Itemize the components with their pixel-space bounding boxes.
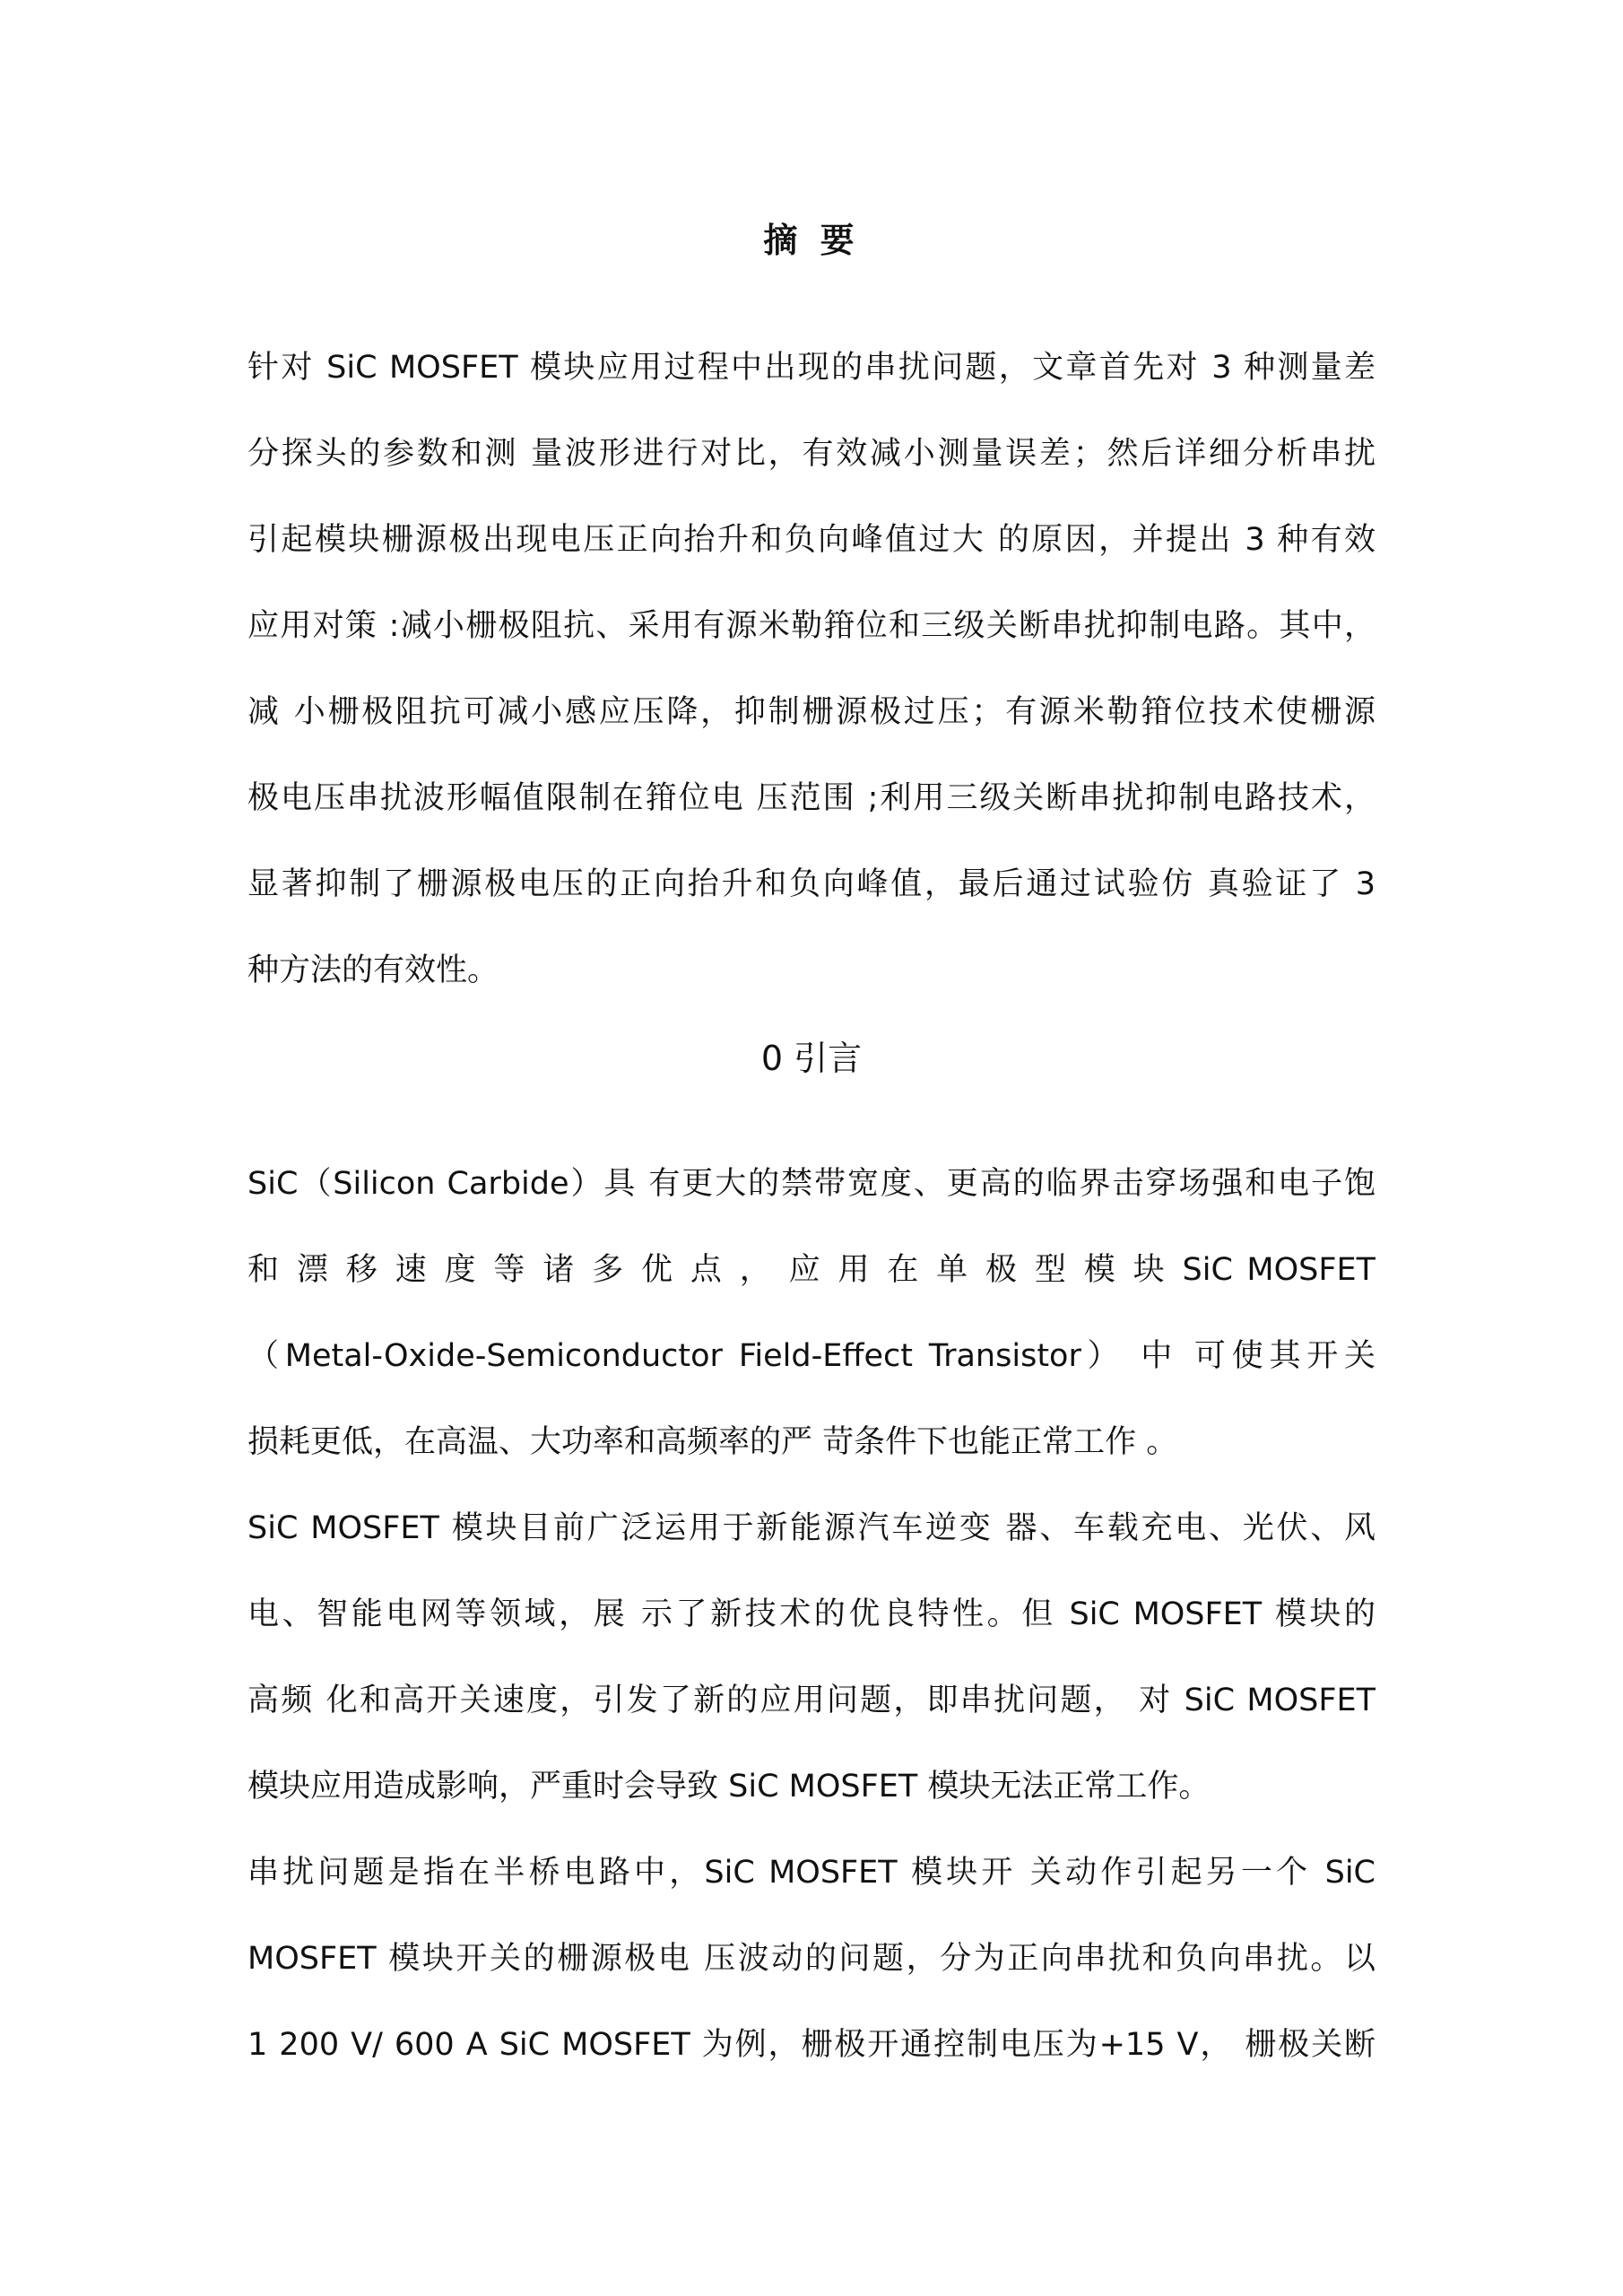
intro-line: MOSFET 模块开关的栅源极电 压波动的问题，分为正向串扰和负向串扰。以 [247, 1941, 1376, 1977]
abstract-line: 应用对策 :减小栅极阻抗、采用有源米勒箝位和三级关断串扰抑制电路。其中， [247, 608, 1376, 644]
abstract-line: 引起模块栅源极出现电压正向抬升和负向峰值过大 的原因，并提出 3 种有效 [247, 522, 1376, 558]
intro-line: （Metal-Oxide-Semiconductor Field-Effect Transistor） 中 可使其开关 [247, 1338, 1376, 1374]
intro-line: 和 漂 移 速 度 等 诸 多 优 点 ， 应 用 在 单 极 型 模 块 SiC MOSFET [247, 1252, 1376, 1288]
abstract-line: 显著抑制了栅源极电压的正向抬升和负向峰值，最后通过试验仿 真验证了 3 [247, 866, 1376, 902]
intro-heading: 0 引言 [760, 1039, 863, 1078]
abstract-line: 种方法的有效性。 [247, 952, 499, 988]
intro-line: 1 200 V/ 600 A SiC MOSFET 为例，栅极开通控制电压为+15 V， 栅极关断 [247, 2027, 1376, 2063]
intro-line: SiC（Silicon Carbide）具 有更大的禁带宽度、更高的临界击穿场强和电子饱 [247, 1166, 1376, 1202]
intro-line: 串扰问题是指在半桥电路中，SiC MOSFET 模块开 关动作引起另一个 SiC [247, 1855, 1376, 1891]
abstract-heading: 摘 要 [763, 221, 860, 260]
intro-line: 损耗更低，在高温、大功率和高频率的严 苛条件下也能正常工作 。 [247, 1424, 1178, 1460]
abstract-line: 极电压串扰波形幅值限制在箝位电 压范围 ;利用三级关断串扰抑制电路技术， [247, 780, 1376, 816]
abstract-line: 针对 SiC MOSFET 模块应用过程中出现的串扰问题，文章首先对 3 种测量差 [247, 350, 1376, 386]
abstract-line: 分探头的参数和测 量波形进行对比，有效减小测量误差；然后详细分析串扰 [247, 436, 1376, 472]
intro-line: 高频 化和高开关速度，引发了新的应用问题，即串扰问题， 对 SiC MOSFET [247, 1683, 1376, 1718]
intro-line: SiC MOSFET 模块目前广泛运用于新能源汽车逆变 器、车载充电、光伏、风 [247, 1510, 1376, 1546]
intro-line: 电、智能电网等领域，展 示了新技术的优良特性。但 SiC MOSFET 模块的 [247, 1596, 1376, 1632]
intro-line: 模块应用造成影响，严重时会导致 SiC MOSFET 模块无法正常工作。 [247, 1769, 1211, 1805]
abstract-line: 减 小栅极阻抗可减小感应压降，抑制栅源极过压；有源米勒箝位技术使栅源 [247, 694, 1376, 730]
